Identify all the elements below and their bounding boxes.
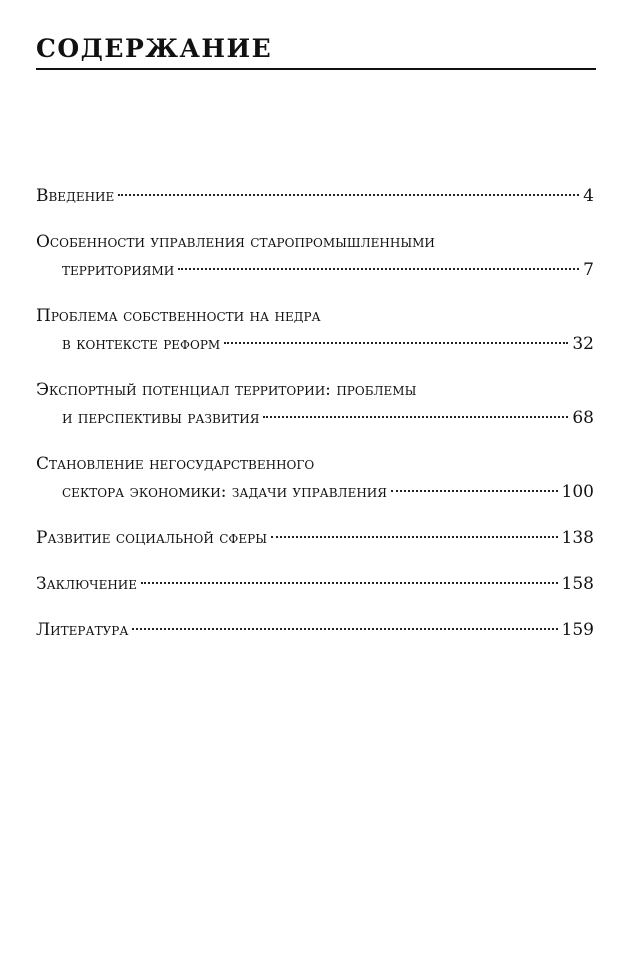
toc-entry-subsoil-ownership <box>36 302 594 358</box>
toc-line <box>36 302 594 330</box>
toc-entry-export-potential <box>36 376 594 432</box>
toc-line <box>36 376 594 404</box>
dot-leader <box>271 536 558 538</box>
toc-line <box>36 524 594 552</box>
toc-page-number: 100 <box>561 482 594 502</box>
title-rule <box>36 68 596 70</box>
toc-entry-introduction <box>36 182 594 210</box>
toc-page-number: 68 <box>572 408 594 428</box>
toc-entry-literature <box>36 616 594 644</box>
toc-entry-title: Введение <box>36 186 115 206</box>
dot-leader <box>263 416 568 418</box>
toc-entry-title-continued: и перспективы развития <box>62 408 260 428</box>
dot-leader <box>178 268 579 270</box>
toc-entry-old-industrial-territories <box>36 228 594 284</box>
dot-leader <box>224 342 568 344</box>
toc-line <box>36 228 594 256</box>
toc-line-continuation <box>36 404 594 432</box>
toc-entry-title: Становление негосударственного <box>36 454 315 474</box>
toc-line <box>36 570 594 598</box>
toc-line-continuation <box>36 330 594 358</box>
toc-page-number: 138 <box>561 528 594 548</box>
dot-leader <box>132 628 557 630</box>
toc-entry-conclusion <box>36 570 594 598</box>
toc-page-number: 7 <box>583 260 594 280</box>
toc-page-number: 4 <box>583 186 594 206</box>
toc-line <box>36 182 594 210</box>
toc-line-continuation <box>36 478 594 506</box>
dot-leader <box>391 490 558 492</box>
toc-line <box>36 450 594 478</box>
toc-page-number: 158 <box>561 574 594 594</box>
toc-entry-title: Литература <box>36 620 129 640</box>
toc-entry-title: Заключение <box>36 574 138 594</box>
toc-entry-title-continued: сектора экономики: задачи управления <box>62 482 387 502</box>
toc-entry-non-state-sector <box>36 450 594 506</box>
toc-entry-title: Особенности управления старопромышленными <box>36 232 435 252</box>
toc-entry-title: Экспортный потенциал территории: проблемы <box>36 380 417 400</box>
toc-entry-title: Проблема собственности на недра <box>36 306 321 326</box>
toc-entry-title: Развитие социальной сферы <box>36 528 268 548</box>
toc-entry-title-continued: территориями <box>62 260 175 280</box>
toc-line <box>36 616 594 644</box>
toc-page-number: 32 <box>572 334 594 354</box>
toc-entry-title-continued: в контексте реформ <box>62 334 221 354</box>
toc-page-number: 159 <box>561 620 594 640</box>
toc-entry-social-sphere <box>36 524 594 552</box>
dot-leader <box>118 194 579 196</box>
dot-leader <box>141 582 558 584</box>
heading-block <box>36 34 596 70</box>
table-of-contents <box>36 182 594 662</box>
toc-line-continuation <box>36 256 594 284</box>
page-title: СОДЕРЖАНИЕ <box>36 34 273 63</box>
